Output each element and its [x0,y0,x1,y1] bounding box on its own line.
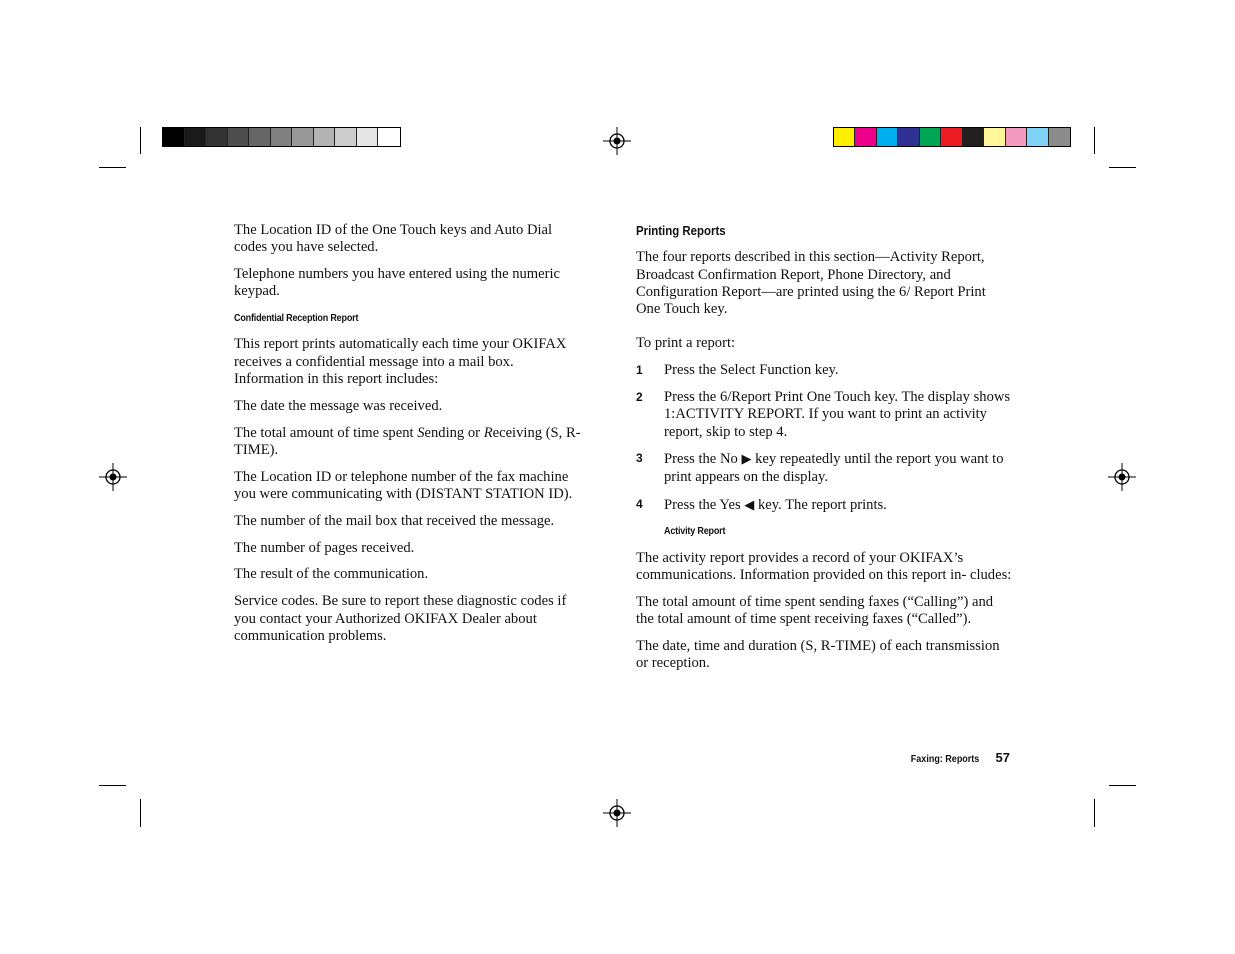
report-item: Service codes. Be sure to report these diagnostic codes if you contact your Authorized OKIFAX Dealer about communication problems. [234,593,567,644]
color-swatch [920,128,941,146]
step-text: Press the Select Function key. [664,362,839,379]
left-column [234,222,582,655]
gray-swatch [163,128,185,146]
grayscale-bar [162,127,401,147]
s-italic: S [417,424,425,441]
color-swatch [941,128,962,146]
ending-text: ending or [424,424,484,441]
color-swatch [855,128,876,146]
gray-swatch [271,128,293,146]
step-text-pre: Press the Yes [664,496,741,513]
crop-mark-top-left-h [99,167,126,168]
crop-mark-top-left-v [140,127,141,154]
report-item: The number of the mail box that received the message. [234,512,555,529]
color-swatch [877,128,898,146]
activity-intro: The activity report provides a record of your OKIFAX’s communications. Information provided on this report in- cludes: [636,549,1012,583]
step-text-pre: Press the No [664,451,738,468]
step-text-post: key. The report prints. [757,496,887,513]
left-triangle-icon: ◀ [744,496,755,512]
registration-mark-top-icon [603,127,631,155]
gray-swatch [335,128,357,146]
step-number: 4 [636,496,643,511]
footer-section-label: Faxing: Reports [910,754,980,765]
activity-item: The total amount of time spent sending faxes (“Calling”) and the total amount of time spent receiving faxes (“Called”). [636,593,994,628]
gray-swatch [314,128,336,146]
step-number: 3 [636,451,643,466]
step-number: 2 [636,390,643,405]
item-telephone-numbers: Telephone numbers you have entered using the numeric keypad. [234,266,561,300]
activity-item: The date, time and duration (S, R-TIME) of each transmission or reception. [636,637,1000,672]
report-item: The Location ID or telephone number of the fax machine you were communicating with (DISTANT STATION ID). [234,468,573,503]
report-item: The number of pages received. [234,539,415,556]
time-spent-suffix: eceiving (S, R-TIME). [234,424,581,458]
step-number: 1 [636,363,643,378]
color-swatch [1027,128,1048,146]
step-2 [636,389,1012,441]
report-item: The date the message was received. [234,397,443,414]
step-text: Press the 6/Report Print One Touch key. The display shows 1:ACTIVITY REPORT. If you want to print an activity report, skip to step 4. [664,389,1011,440]
step-3 [636,450,1012,486]
subheading-confidential-report: Confidential Reception Report [234,313,359,325]
step-1 [636,362,1012,379]
color-swatch [834,128,855,146]
right-column [636,222,1012,682]
printing-intro: The four reports described in this section—Activity Report, Broadcast Confirmation Report, Phone Directory, and Configuration Report—are printed using the 6/ Report Print One Touch key. [636,249,986,318]
time-spent-prefix: The total amount of time spent [234,424,418,441]
color-swatch [1049,128,1070,146]
gray-swatch [292,128,314,146]
color-swatch [984,128,1005,146]
crop-mark-top-right-h [1109,167,1136,168]
step-text-post: key repeatedly until the report you want to print appears on the display. [664,451,1004,485]
color-swatch [1006,128,1027,146]
report-item [234,425,582,460]
section-heading-printing-reports: Printing Reports [636,223,726,238]
crop-mark-top-right-v [1094,127,1095,154]
page-footer [907,749,1010,767]
gray-swatch [206,128,228,146]
color-bar [833,127,1071,147]
item-location-id: The Location ID of the One Touch keys and Auto Dial codes you have selected. [234,222,553,256]
registration-mark-right-icon [1108,463,1136,491]
crop-mark-bottom-left-h [99,785,126,786]
report-item: The result of the communication. [234,566,429,583]
registration-mark-bottom-icon [603,799,631,827]
crop-mark-bottom-right-h [1109,785,1136,786]
gray-swatch [249,128,271,146]
color-swatch [963,128,984,146]
step-4 [636,496,1012,514]
color-swatch [898,128,919,146]
confidential-intro: This report prints automatically each time your OKIFAX receives a confidential message into a mail box. Information in this report includes: [234,336,567,388]
gray-swatch [357,128,379,146]
right-triangle-icon: ▶ [741,451,752,467]
gray-swatch [185,128,207,146]
crop-mark-bottom-left-v [140,799,141,827]
registration-mark-left-icon [99,463,127,491]
page-number: 57 [995,750,1010,765]
subheading-activity-report: Activity Report [664,526,726,538]
to-print-label: To print a report: [636,335,736,352]
gray-swatch [378,128,400,146]
r-italic: R [483,424,493,441]
crop-mark-bottom-right-v [1094,799,1095,827]
gray-swatch [228,128,250,146]
